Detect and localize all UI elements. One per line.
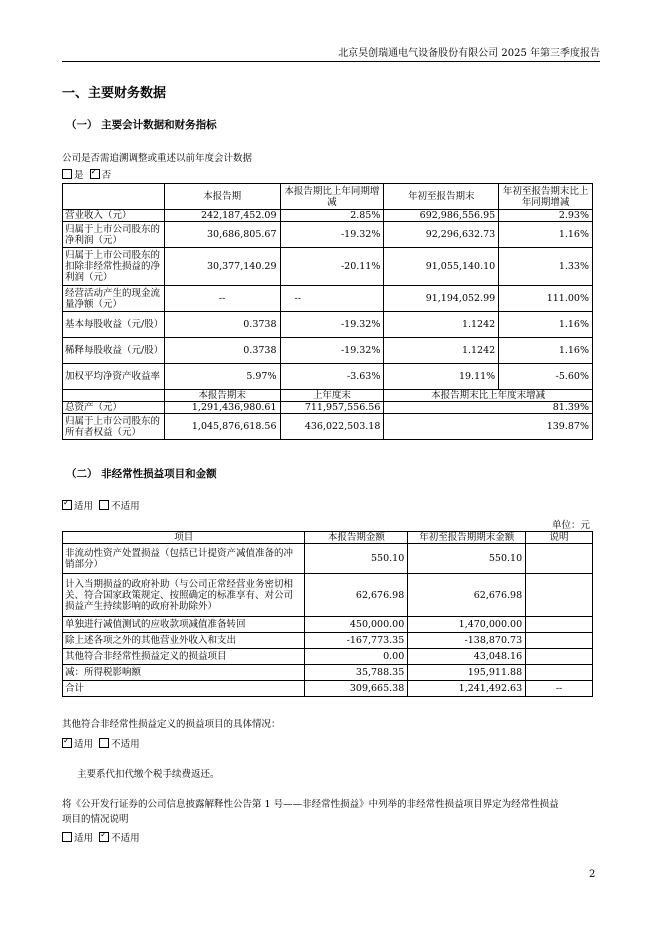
cell-value: -5.60%	[499, 364, 593, 390]
option-no-label: 否	[101, 170, 112, 181]
cell-value: 1.16%	[499, 222, 593, 248]
applicable-label: 适用	[74, 833, 94, 844]
row-label: 其他符合非经常性损益定义的损益项目	[63, 649, 305, 665]
checkbox-not-applicable[interactable]	[99, 500, 109, 510]
table-header-cell	[63, 390, 165, 402]
cell-value: 195,911.88	[408, 665, 526, 681]
table-row	[63, 248, 593, 286]
checkbox-applicable[interactable]	[62, 832, 72, 842]
table-header-row	[63, 184, 593, 210]
cell-value: 139.87%	[384, 414, 593, 440]
cell-value: 91,055,140.10	[384, 248, 499, 286]
table-row	[63, 402, 593, 414]
cell-value: 550.10	[408, 544, 526, 574]
subsection-title-nonrecurring: （二） 非经常性损益项目和金额	[66, 468, 217, 480]
row-label: 计入当期损益的政府补助（与公司正常经营业务密切相关、符合国家政策规定、按照确定的标准享有、对公司损益产生持续影响的政府补助除外）	[63, 574, 305, 617]
cell-value: 711,957,556.56	[280, 402, 384, 414]
cell-value: -3.63%	[280, 364, 384, 390]
applicable-label: 适用	[74, 501, 94, 512]
other-items-label: 其他符合非经常性损益定义的损益项目的具体情况：	[62, 719, 281, 730]
not-applicable-label: 不适用	[111, 739, 140, 750]
table-header-cell: 年初至报告期末	[384, 184, 499, 210]
row-label: 归属于上市公司股东的扣除非经常性损益的净利润（元）	[63, 248, 165, 286]
table-row	[63, 617, 593, 633]
cell-value: 0.3738	[164, 312, 280, 338]
cell-value: 30,686,805.67	[164, 222, 280, 248]
unit-label: 单位：元	[551, 520, 590, 531]
rule-text-line-1: 将《公开发行证券的公司信息披露解释性公告第 1 号——非经常性损益》中列举的非经常性损益项目界定为经常性损益	[62, 799, 559, 810]
restate-options	[62, 167, 111, 181]
table-row	[63, 338, 593, 364]
row-label: 稀释每股收益（元/股）	[63, 338, 165, 364]
cell-value	[526, 633, 593, 649]
table-row	[63, 222, 593, 248]
applicable-options-1	[62, 498, 140, 512]
cell-value: 92,296,632.73	[384, 222, 499, 248]
cell-value: 0.3738	[164, 338, 280, 364]
cell-value: --	[280, 286, 384, 312]
table-header-row	[63, 532, 593, 544]
cell-value: 1,470,000.00	[408, 617, 526, 633]
row-label: 合计	[63, 681, 305, 697]
checkbox-restate-no[interactable]	[90, 169, 100, 179]
row-label: 总资产（元）	[63, 402, 165, 414]
cell-value: 19.11%	[384, 364, 499, 390]
table-header-cell: 年初至报告期末比上年同期增减	[499, 184, 593, 210]
table-header-cell: 说明	[526, 532, 593, 544]
checkbox-not-applicable[interactable]	[99, 832, 109, 842]
cell-value: 1,291,436,980.61	[164, 402, 280, 414]
table-header-cell: 项目	[63, 532, 305, 544]
table-header-cell: 本报告期	[164, 184, 280, 210]
checkbox-not-applicable[interactable]	[99, 738, 109, 748]
cell-value: 30,377,140.29	[164, 248, 280, 286]
cell-value: 5.97%	[164, 364, 280, 390]
row-label: 加权平均净资产收益率	[63, 364, 165, 390]
accounting-data-table	[62, 183, 593, 440]
table-header-cell: 年初至报告期期末金额	[408, 532, 526, 544]
table-row	[63, 544, 593, 574]
table-row	[63, 633, 593, 649]
header-divider	[62, 61, 600, 62]
checkbox-applicable[interactable]	[62, 738, 72, 748]
table-subheader-row	[63, 390, 593, 402]
cell-value: 309,665.38	[305, 681, 408, 697]
applicable-options-2	[62, 736, 140, 750]
page-number: 2	[589, 869, 596, 880]
checkbox-restate-yes[interactable]	[62, 169, 72, 179]
row-label: 非流动性资产处置损益（包括已计提资产减值准备的冲销部分）	[63, 544, 305, 574]
row-label: 经营活动产生的现金流量净额（元）	[63, 286, 165, 312]
table-row	[63, 414, 593, 440]
row-label: 除上述各项之外的其他营业外收入和支出	[63, 633, 305, 649]
cell-value: 0.00	[305, 649, 408, 665]
cell-value: 2.93%	[499, 210, 593, 222]
table-row	[63, 364, 593, 390]
cell-value: 1.1242	[384, 338, 499, 364]
table-header-cell: 本报告期末	[164, 390, 280, 402]
not-applicable-label: 不适用	[111, 501, 140, 512]
table-header-cell	[63, 184, 165, 210]
cell-value: -19.32%	[280, 312, 384, 338]
restate-question: 公司是否需追溯调整或重述以前年度会计数据	[62, 153, 253, 164]
row-label: 单独进行减值测试的应收款项减值准备转回	[63, 617, 305, 633]
table-header-cell: 本报告期比上年同期增减	[280, 184, 384, 210]
cell-value: 450,000.00	[305, 617, 408, 633]
table-header-cell: 本报告期金额	[305, 532, 408, 544]
row-label: 基本每股收益（元/股）	[63, 312, 165, 338]
table-header-cell: 本报告期末比上年度末增减	[384, 390, 593, 402]
cell-value: 62,676.98	[408, 574, 526, 617]
row-label: 营业收入（元）	[63, 210, 165, 222]
cell-value: 436,022,503.18	[280, 414, 384, 440]
table-row	[63, 681, 593, 697]
cell-value	[526, 617, 593, 633]
applicable-label: 适用	[74, 739, 94, 750]
cell-value: --	[164, 286, 280, 312]
nonrecurring-items-table	[62, 531, 593, 697]
cell-value: 1.1242	[384, 312, 499, 338]
applicable-options-3	[62, 830, 140, 844]
rule-text-line-2: 项目的情况说明	[62, 814, 129, 825]
page-header: 北京昊创瑞通电气设备股份有限公司 2025 年第三季度报告	[338, 48, 600, 59]
cell-value: 1.16%	[499, 312, 593, 338]
cell-value: -20.11%	[280, 248, 384, 286]
cell-value: 1,045,876,618.56	[164, 414, 280, 440]
table-row	[63, 665, 593, 681]
not-applicable-label: 不适用	[111, 833, 140, 844]
cell-value: -19.32%	[280, 338, 384, 364]
cell-value: 692,986,556.95	[384, 210, 499, 222]
cell-value: 62,676.98	[305, 574, 408, 617]
row-label: 归属于上市公司股东的净利润（元）	[63, 222, 165, 248]
cell-value	[526, 665, 593, 681]
cell-value	[526, 649, 593, 665]
cell-value	[526, 574, 593, 617]
subsection-title-accounting: （一） 主要会计数据和财务指标	[66, 119, 217, 131]
table-row	[63, 286, 593, 312]
cell-value: -167,773.35	[305, 633, 408, 649]
cell-value: 1.16%	[499, 338, 593, 364]
cell-value	[526, 544, 593, 574]
cell-value: 91,194,052.99	[384, 286, 499, 312]
option-yes-label: 是	[74, 170, 84, 181]
cell-value: 550.10	[305, 544, 408, 574]
cell-value: 81.39%	[384, 402, 593, 414]
checkbox-applicable[interactable]	[62, 500, 72, 510]
row-label: 减：所得税影响额	[63, 665, 305, 681]
cell-value: 1.33%	[499, 248, 593, 286]
cell-value: 2.85%	[280, 210, 384, 222]
cell-value: -138,870.73	[408, 633, 526, 649]
other-items-detail: 主要系代扣代缴个税手续费返还。	[77, 769, 220, 780]
row-label: 归属于上市公司股东的所有者权益（元）	[63, 414, 165, 440]
cell-value: 242,187,452.09	[164, 210, 280, 222]
section-title: 一、主要财务数据	[62, 86, 167, 101]
table-row	[63, 649, 593, 665]
table-row	[63, 210, 593, 222]
cell-value: 43,048.16	[408, 649, 526, 665]
cell-value: -19.32%	[280, 222, 384, 248]
cell-value: 1,241,492.63	[408, 681, 526, 697]
table-row	[63, 574, 593, 617]
table-row	[63, 312, 593, 338]
table-header-cell: 上年度末	[280, 390, 384, 402]
cell-value: 111.00%	[499, 286, 593, 312]
cell-value: --	[526, 681, 593, 697]
cell-value: 35,788.35	[305, 665, 408, 681]
